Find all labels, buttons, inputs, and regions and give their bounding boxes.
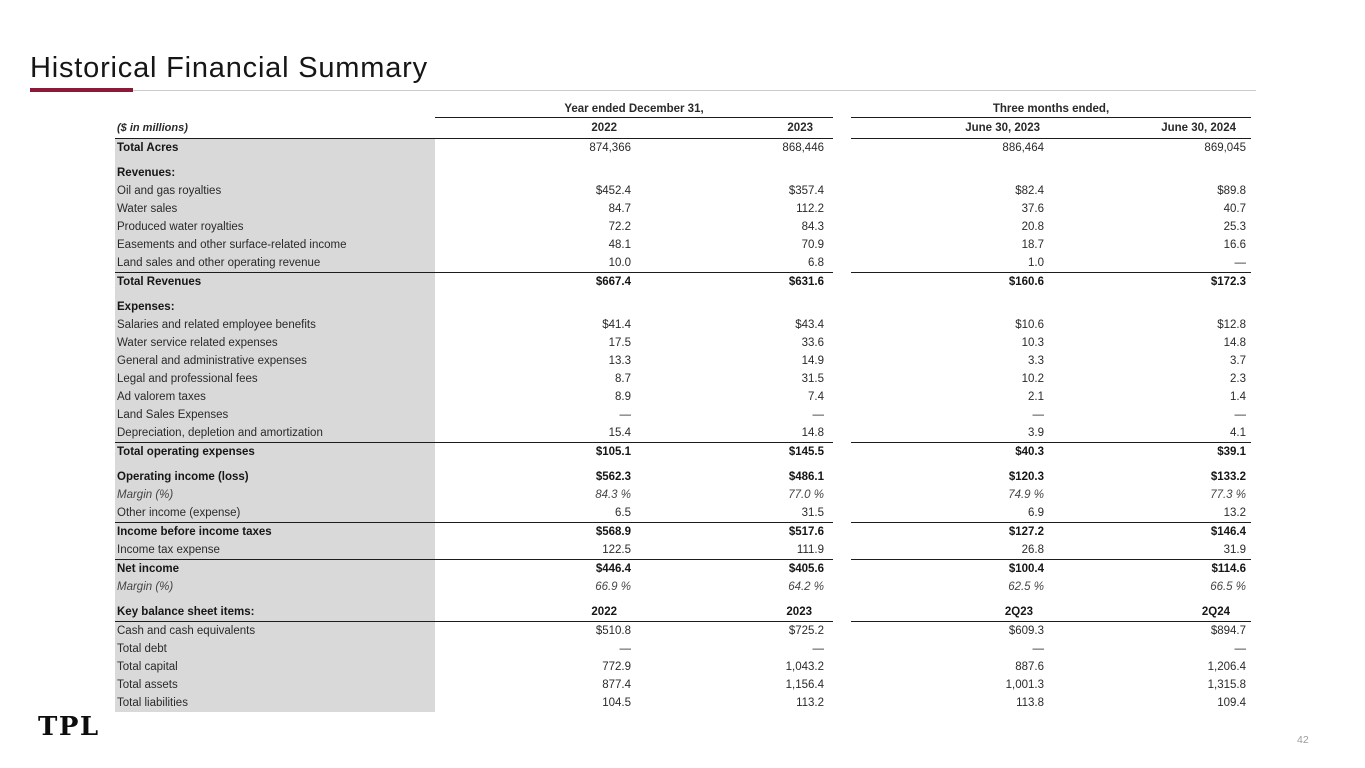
- cell-value: 3.7: [1230, 354, 1246, 367]
- cell-value: $667.4: [595, 275, 631, 288]
- cell-value: $568.9: [595, 525, 631, 538]
- cell-value: —: [619, 642, 631, 655]
- cell-value: —: [1234, 642, 1246, 655]
- table-row: [115, 603, 1251, 622]
- cell-value: 2.1: [1028, 390, 1044, 403]
- column-gap: [833, 523, 851, 541]
- row-label: Net income: [115, 560, 435, 578]
- table-row: [115, 370, 1251, 388]
- column-gap: [833, 388, 851, 406]
- row-label: Land sales and other operating revenue: [115, 254, 435, 272]
- cell-value: 3.3: [1028, 354, 1044, 367]
- cell-value: 2Q23: [1004, 605, 1033, 618]
- cell-value: $127.2: [1008, 525, 1044, 538]
- column-header-row: [115, 118, 1251, 139]
- cell-value: $562.3: [595, 470, 631, 483]
- row-label: Income before income taxes: [115, 523, 435, 541]
- cell-value: 4.1: [1230, 426, 1246, 439]
- row-label: Water sales: [115, 200, 435, 218]
- title-underline: [30, 90, 1256, 91]
- cell-value: 104.5: [602, 696, 631, 709]
- column-gap: [833, 139, 851, 157]
- page-number: 42: [1297, 734, 1309, 746]
- column-header-june-2024: June 30, 2024: [1161, 122, 1236, 134]
- table-row: [115, 486, 1251, 504]
- cell-value: 62.5 %: [1008, 580, 1044, 593]
- cell-value: —: [1032, 642, 1044, 655]
- cell-value: 15.4: [608, 426, 631, 439]
- cell-value: 886,464: [1002, 141, 1044, 154]
- cell-value: $146.4: [1210, 525, 1246, 538]
- cell-value: 74.9 %: [1008, 488, 1044, 501]
- cell-value: $89.8: [1217, 184, 1246, 197]
- column-gap: [833, 298, 851, 316]
- column-gap: [833, 352, 851, 370]
- cell-value: 84.3: [801, 220, 824, 233]
- table-body: [115, 139, 1251, 712]
- cell-value: $12.8: [1217, 318, 1246, 331]
- table-row: [115, 334, 1251, 352]
- column-gap: [833, 541, 851, 560]
- cell-value: —: [1234, 408, 1246, 421]
- cell-value: 1,001.3: [1005, 678, 1044, 691]
- cell-value: 7.4: [808, 390, 824, 403]
- column-gap: [833, 370, 851, 388]
- row-label: Total debt: [115, 640, 435, 658]
- cell-value: 877.4: [602, 678, 631, 691]
- row-label: General and administrative expenses: [115, 352, 435, 370]
- table-row: [115, 443, 1251, 461]
- column-gap: [833, 254, 851, 273]
- row-label: Total liabilities: [115, 694, 435, 712]
- column-header-2022: 2022: [591, 122, 617, 134]
- cell-value: 48.1: [608, 238, 631, 251]
- cell-value: 869,045: [1204, 141, 1246, 154]
- table-row: [115, 164, 1251, 182]
- cell-value: 10.0: [608, 256, 631, 269]
- cell-value: 10.3: [1021, 336, 1044, 349]
- table-row: [115, 694, 1251, 712]
- section-gap: [115, 157, 1251, 164]
- row-label: Total capital: [115, 658, 435, 676]
- row-label: Margin (%): [115, 578, 435, 596]
- row-label: Revenues:: [115, 164, 435, 182]
- cell-value: 16.6: [1223, 238, 1246, 251]
- column-gap: [833, 316, 851, 334]
- column-gap: [833, 103, 851, 118]
- cell-value: 77.0 %: [788, 488, 824, 501]
- cell-value: 84.3 %: [595, 488, 631, 501]
- cell-value: 1.0: [1028, 256, 1044, 269]
- cell-value: 8.7: [615, 372, 631, 385]
- column-gap: [833, 504, 851, 523]
- table-row: [115, 622, 1251, 640]
- cell-value: $133.2: [1210, 470, 1246, 483]
- table-row: [115, 504, 1251, 523]
- cell-value: 14.9: [801, 354, 824, 367]
- row-label: Key balance sheet items:: [115, 603, 435, 621]
- cell-value: 31.9: [1223, 543, 1246, 556]
- page-title: Historical Financial Summary: [30, 52, 428, 84]
- row-label: Legal and professional fees: [115, 370, 435, 388]
- column-gap: [833, 676, 851, 694]
- cell-value: $41.4: [602, 318, 631, 331]
- cell-value: 1,315.8: [1207, 678, 1246, 691]
- cell-value: 13.3: [608, 354, 631, 367]
- column-gap: [833, 334, 851, 352]
- cell-value: 772.9: [602, 660, 631, 673]
- table-row: [115, 578, 1251, 596]
- cell-value: 6.9: [1028, 506, 1044, 519]
- cell-value: 1,206.4: [1207, 660, 1246, 673]
- cell-value: $405.6: [788, 562, 824, 575]
- cell-value: 14.8: [801, 426, 824, 439]
- cell-value: 70.9: [801, 238, 824, 251]
- column-gap: [833, 443, 851, 461]
- cell-value: 887.6: [1015, 660, 1044, 673]
- cell-value: $452.4: [595, 184, 631, 197]
- column-gap: [833, 118, 851, 139]
- cell-value: $82.4: [1015, 184, 1044, 197]
- cell-value: 72.2: [608, 220, 631, 233]
- row-label: Salaries and related employee benefits: [115, 316, 435, 334]
- cell-value: $105.1: [595, 445, 631, 458]
- cell-value: 18.7: [1021, 238, 1044, 251]
- cell-value: $160.6: [1008, 275, 1044, 288]
- header-label-spacer: [115, 103, 435, 118]
- table-row: [115, 468, 1251, 486]
- table-row: [115, 218, 1251, 236]
- cell-value: —: [812, 408, 824, 421]
- cell-value: 112.2: [796, 202, 824, 215]
- cell-value: $486.1: [788, 470, 824, 483]
- row-label: Land Sales Expenses: [115, 406, 435, 424]
- cell-value: 14.8: [1223, 336, 1246, 349]
- table-row: [115, 352, 1251, 370]
- row-label: Operating income (loss): [115, 468, 435, 486]
- column-gap: [833, 578, 851, 596]
- row-label: Expenses:: [115, 298, 435, 316]
- table-row: [115, 139, 1251, 157]
- cell-value: 1,156.4: [785, 678, 824, 691]
- column-gap: [833, 640, 851, 658]
- cell-value: $10.6: [1015, 318, 1044, 331]
- cell-value: 2022: [591, 605, 617, 618]
- cell-value: $100.4: [1008, 562, 1044, 575]
- title-accent-bar: [30, 88, 133, 92]
- cell-value: 40.7: [1223, 202, 1246, 215]
- column-gap: [833, 424, 851, 443]
- column-gap: [833, 218, 851, 236]
- cell-value: $357.4: [788, 184, 824, 197]
- row-label: Cash and cash equivalents: [115, 622, 435, 640]
- table-row: [115, 236, 1251, 254]
- cell-value: —: [619, 408, 631, 421]
- column-gap: [833, 622, 851, 640]
- cell-value: 8.9: [615, 390, 631, 403]
- cell-value: 31.5: [801, 506, 824, 519]
- table-row: [115, 640, 1251, 658]
- section-gap: [115, 596, 1251, 603]
- column-header-june-2023: June 30, 2023: [965, 122, 1040, 134]
- column-gap: [833, 658, 851, 676]
- table-row: [115, 298, 1251, 316]
- column-gap: [833, 468, 851, 486]
- cell-value: 2Q24: [1201, 605, 1230, 618]
- table-row: [115, 658, 1251, 676]
- cell-value: 113.2: [796, 696, 824, 709]
- financial-summary-table: [115, 103, 1251, 712]
- cell-value: $43.4: [795, 318, 824, 331]
- cell-value: 37.6: [1021, 202, 1044, 215]
- table-row: [115, 316, 1251, 334]
- column-gap: [833, 406, 851, 424]
- table-row: [115, 560, 1251, 578]
- column-gap: [833, 603, 851, 622]
- cell-value: 13.2: [1223, 506, 1246, 519]
- cell-value: [435, 164, 634, 182]
- cell-value: $172.3: [1210, 275, 1246, 288]
- column-gap: [833, 200, 851, 218]
- cell-value: 111.9: [796, 543, 824, 556]
- cell-value: 868,446: [782, 141, 824, 154]
- cell-value: $609.3: [1008, 624, 1044, 637]
- units-label: ($ in millions): [117, 122, 188, 134]
- cell-value: 113.8: [1016, 696, 1044, 709]
- cell-value: $114.6: [1211, 562, 1246, 575]
- cell-value: [634, 164, 833, 182]
- column-gap: [833, 694, 851, 712]
- cell-value: 2.3: [1230, 372, 1246, 385]
- column-gap: [833, 273, 851, 291]
- column-header-2023: 2023: [787, 122, 813, 134]
- cell-value: 6.5: [615, 506, 631, 519]
- tpl-logo: TPL: [38, 712, 100, 742]
- cell-value: —: [1032, 408, 1044, 421]
- cell-value: 1.4: [1230, 390, 1246, 403]
- cell-value: 109.4: [1217, 696, 1246, 709]
- column-gap: [833, 560, 851, 578]
- cell-value: 2023: [786, 605, 812, 618]
- row-label: Total Acres: [115, 139, 435, 157]
- cell-value: $40.3: [1015, 445, 1044, 458]
- cell-value: [634, 298, 833, 316]
- column-group-header-row: [115, 103, 1251, 118]
- cell-value: —: [812, 642, 824, 655]
- cell-value: 3.9: [1028, 426, 1044, 439]
- table-row: [115, 406, 1251, 424]
- table-row: [115, 273, 1251, 291]
- column-gap: [833, 182, 851, 200]
- row-label: Water service related expenses: [115, 334, 435, 352]
- row-label: Other income (expense): [115, 504, 435, 522]
- row-label: Total assets: [115, 676, 435, 694]
- cell-value: $894.7: [1210, 624, 1246, 637]
- table-row: [115, 182, 1251, 200]
- table-row: [115, 424, 1251, 443]
- row-label: Easements and other surface-related income: [115, 236, 435, 254]
- cell-value: 26.8: [1021, 543, 1044, 556]
- cell-value: 874,366: [589, 141, 631, 154]
- cell-value: 10.2: [1021, 372, 1044, 385]
- cell-value: $510.8: [595, 624, 631, 637]
- cell-value: [1051, 298, 1251, 316]
- cell-value: $446.4: [595, 562, 631, 575]
- cell-value: 66.9 %: [595, 580, 631, 593]
- row-label: Depreciation, depletion and amortization: [115, 424, 435, 442]
- table-row: [115, 676, 1251, 694]
- row-label: Income tax expense: [115, 541, 435, 559]
- cell-value: 77.3 %: [1210, 488, 1246, 501]
- cell-value: 31.5: [801, 372, 824, 385]
- cell-value: 33.6: [801, 336, 824, 349]
- cell-value: 25.3: [1223, 220, 1246, 233]
- cell-value: $725.2: [788, 624, 824, 637]
- column-gap: [833, 164, 851, 182]
- table-row: [115, 254, 1251, 273]
- row-label: Margin (%): [115, 486, 435, 504]
- cell-value: $120.3: [1008, 470, 1044, 483]
- table-row: [115, 200, 1251, 218]
- column-group-quarterly: Three months ended,: [851, 103, 1251, 118]
- cell-value: 122.5: [602, 543, 631, 556]
- cell-value: [1051, 164, 1251, 182]
- cell-value: [435, 298, 634, 316]
- cell-value: $39.1: [1217, 445, 1246, 458]
- table-row: [115, 388, 1251, 406]
- cell-value: $145.5: [788, 445, 824, 458]
- row-label: Total Revenues: [115, 273, 435, 291]
- cell-value: $517.6: [788, 525, 824, 538]
- column-gap: [833, 236, 851, 254]
- table-row: [115, 541, 1251, 560]
- column-gap: [833, 486, 851, 504]
- cell-value: —: [1234, 256, 1246, 269]
- row-label: Oil and gas royalties: [115, 182, 435, 200]
- row-label: Produced water royalties: [115, 218, 435, 236]
- cell-value: 6.8: [808, 256, 824, 269]
- cell-value: 66.5 %: [1210, 580, 1246, 593]
- cell-value: $631.6: [788, 275, 824, 288]
- cell-value: 1,043.2: [785, 660, 824, 673]
- cell-value: [851, 298, 1051, 316]
- cell-value: 64.2 %: [788, 580, 824, 593]
- cell-value: 17.5: [608, 336, 631, 349]
- table-row: [115, 523, 1251, 541]
- cell-value: 84.7: [608, 202, 631, 215]
- cell-value: [851, 164, 1051, 182]
- section-gap: [115, 291, 1251, 298]
- row-label: Total operating expenses: [115, 443, 435, 461]
- cell-value: 20.8: [1021, 220, 1044, 233]
- row-label: Ad valorem taxes: [115, 388, 435, 406]
- column-group-annual: Year ended December 31,: [435, 103, 833, 118]
- section-gap: [115, 461, 1251, 468]
